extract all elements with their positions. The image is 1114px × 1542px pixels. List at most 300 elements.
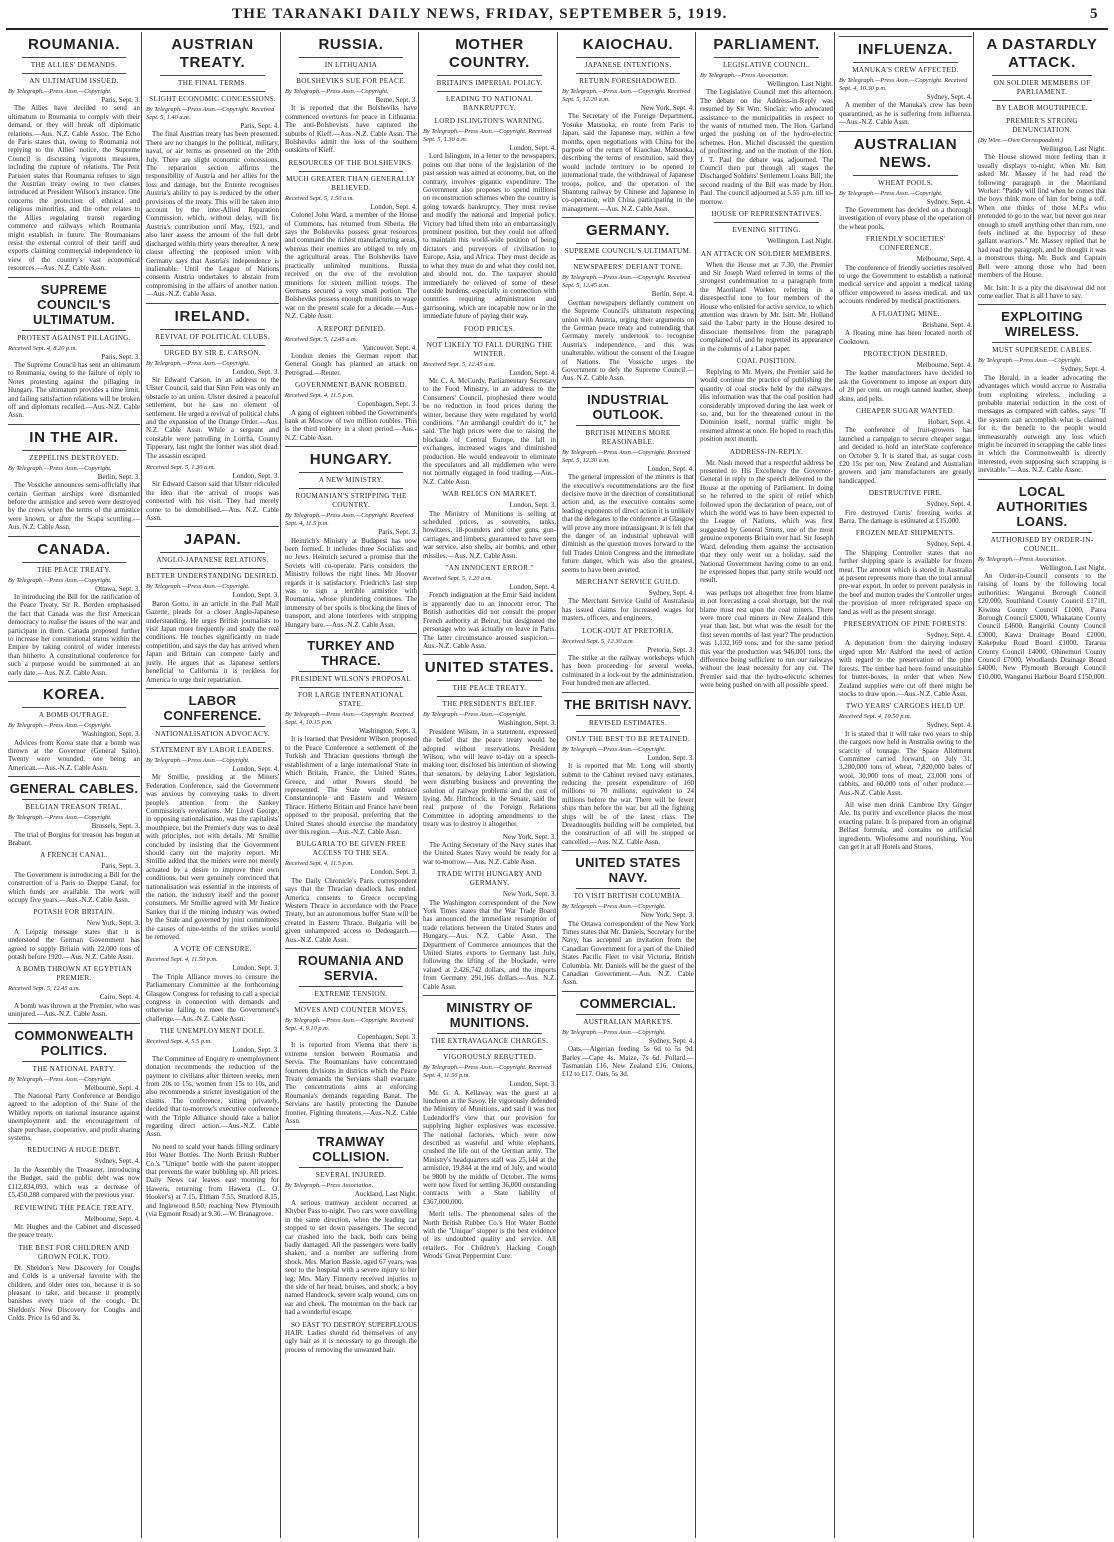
article-subheading: THE PEACE TREATY. (37, 565, 111, 574)
article-subheading: "AN INNOCENT ERROR." (445, 564, 534, 573)
article (146, 36, 279, 299)
article-body: A member of the Manuka's crew has been quarantined, as he is suffering from influenza.—Aus.-N.Z. Cable Assn. (839, 101, 972, 127)
article-subheading: JAPANESE INTENTIONS. (584, 61, 672, 69)
headline-rule (22, 1061, 126, 1062)
article-subheading: A FLOATING MINE. (871, 309, 940, 318)
article-byline: By Telegraph.—Press Assn.—Copyright. Received Sept. 4, 10.15 p.m. (285, 711, 414, 727)
article-separator-rule (839, 131, 972, 132)
article-dateline: Ottawa, Sept. 3. (95, 584, 140, 593)
article-dateline: Melbourne, Sept. 4. (84, 1083, 140, 1092)
article (285, 1129, 417, 1316)
column-rule (418, 32, 419, 1538)
article-byline: By Telegraph.—Press Assn.—Copyright. (8, 576, 112, 584)
article-headline: TRAMWAY COLLISION. (312, 1134, 390, 1165)
article-body: Replying to Mr. Myers, the Premier said he would continue the practice of publishing the quantity of coal stocks held by the railways. His information was that the coal position had considerably improved during the last week or so, and, but for the threatened cutout in the Dominion itself, normal traffic might be resumed almost at once. He hoped to reach this position next month. (700, 367, 833, 444)
article-subheading: RESOURCES OF THE BOLSHEVIKS. (288, 158, 414, 167)
article-headline: SUPREME COUNCIL'S ULTIMATUM. (33, 281, 115, 327)
headline-rule (576, 1014, 680, 1015)
article-separator-rule (562, 850, 694, 851)
article-headline: ROUMANIA. (27, 36, 121, 53)
article-subheading: AUTHORISED BY ORDER-IN-COUNCIL. (990, 535, 1094, 553)
column-7 (837, 32, 974, 1538)
article-body: Advices from Korea state that a bomb was thrown at the Governor (General Saito). Twenty were wounded, one being an American.—Aus.-N.Z. Cable Assn. (8, 738, 140, 772)
article (285, 159, 417, 321)
article-body: The Secretary of the Foreign Department, Yosuke Matsuoka, en route from Paris to Japan, said the Japanese may, within a few months, open negotiations with China for the purpose of the return of Kiaochau. Matsuoka, describing the terms of restitution, said they would include territory to be opened to international trade, the withdrawal of Japanese troops, police, and the operation of the Shantung railway by Chinese and Japanese in co-operation, with China participating in the management.—Aus. N.Z. Cable Assn. (562, 112, 694, 213)
subheading-rule (437, 337, 542, 338)
article-subheading: THE NATIONAL PARTY. (32, 1064, 116, 1073)
article (285, 633, 417, 836)
article-subheading: GOVERNMENT BANK ROBBED. (295, 381, 407, 390)
article-dateline: Wellington, Last Night. (1040, 563, 1106, 572)
article (978, 479, 1106, 682)
article-dateline: Berlin, Sept. 4. (651, 290, 694, 299)
article-subheading-secondary: STATEMENT BY LABOR LEADERS. (151, 745, 274, 754)
article-body: The Government has decided on a thorough investigation of every phase of the operation of the wheat pools. (839, 206, 972, 231)
article-body: It is reported that Mr. Long will shortly submit to the Cabinet revised navy estimates, reducing the present expenditure of 160 millions to 70 millions, equivalent to 24 millions before the war. There will be fewer ships than before the war, but all the fighting ships will be of the latest class. The Dreadnoughts building will be completed, but the construction of all will be stopped or cancelled.—Aus. N.Z. Cable Assn. (562, 762, 694, 846)
page-number: 5 (1090, 6, 1098, 22)
article-body: The Legislative Council met this afternoon. The debate on the Address-in-Reply was resumed by Sir Wm. Sinclair, who advocated assistance to the municipalities in respect to the wants of returned men. The Hon. Garland urged the pushing on of the hydro-electric schemes. Hon. Michel discussed the question of profiteering, and on the motion of the Hon. J. T. Paul the debate was adjourned. The Council then put through all stages the Discharged Soldiers' Settlement Loans Bill; the second reading of the Bill was made by Hon. Paul. The council adjourned at 5.55 p.m. till to-morrow. (700, 88, 833, 206)
article (423, 995, 556, 1206)
article-body: The leather manufacturers have decided to ask the Government to impose an export duty of 20 per cent. on rough tanned leather, sheep skins, and pelts. (839, 369, 972, 403)
subheading-rule (437, 91, 542, 92)
article (423, 325, 556, 487)
article (8, 851, 140, 904)
article-subheading-secondary: THE PRESIDENT'S BELIEF. (442, 700, 537, 709)
headline-rule (299, 1167, 403, 1168)
article-separator-rule (285, 1129, 417, 1130)
article-subheading: ANGLO-JAPANESE RELATIONS. (156, 556, 269, 565)
article-dateline: Washington, Sept. 3. (498, 719, 556, 728)
article-body: The Committee of Enquiry re unemployment donation recommends the reduction of the payment to civilians after thirteen weeks, men from 20s to 15s, women from 15s to 10s, and also recommends a stricter investigation of the claims. The conference, sitting privately, decided that to-morrow's executive conference with the Triple Alliance should take a ballot regarding direct action.—Aus.-N.Z. Cable Assn. (146, 1054, 279, 1139)
article-byline: Received Sept. 4, 11.5 p.m. (285, 392, 354, 400)
article-dateline: Sydney, Sept. 4. (926, 721, 972, 730)
article-byline: By Telegraph.—Press Assn.—Copyright. (8, 814, 112, 822)
article (839, 350, 972, 403)
article (146, 526, 279, 683)
article-dateline: New York, Sept. 3. (86, 919, 140, 928)
article-dateline: Wellington, Last Night. (767, 237, 833, 246)
article (700, 448, 833, 585)
article (285, 325, 417, 378)
article-subheading: REDUCING A HUGE DEBT. (27, 1146, 121, 1155)
article-byline: By Telegraph.—Press Assn.—Copyright. (285, 88, 389, 95)
column-3 (283, 32, 419, 1538)
subheading-rule (299, 488, 403, 489)
article-body: Mr. Isitt: It is a pity the disavowal did not come earlier. That is all I have to say. (978, 283, 1106, 300)
article-dateline: Paris, Sept. 3. (101, 352, 140, 361)
article-byline: By Telegraph.—Press Assn.—Copyright. Received Sept. 4, 9.10 p.m. (285, 1017, 414, 1032)
article-subheading: ON SOLDIER MEMBERS OF PARLIAMENT. (993, 79, 1091, 96)
article-body: President Wilson, in a statement, expressed the belief that the peace treaty would be adopted without reservations. President Wilson, who will leave to-day on a speech-making tour, disclosed his intention of showing that senators, by delaying Labor legislation, were disturbing business and preventing the solution of railway problems and the cost of living. Mr. Hitchcock, in the Senate, said the real purpose of the Foreign Relations Committee in adopting amendments to the treaty was to destroy it altogether. (423, 727, 556, 829)
article-body: The National Party Conference at Bendigo agreed to the adoption of the State of the Whitley reports on national insurance against unemployment and the encouragement of share purchase, cooperative, and profit sharing systems. (8, 1092, 140, 1143)
article-byline: By Telegraph.—Press Assn.—Copyright. (562, 745, 666, 753)
article (8, 424, 140, 532)
article-subheading: REVIVAL OF POLITICAL CLUBS. (155, 332, 270, 341)
article-body: The conference of friendly societies resolved to urge the Government to establish a national medical service and appoint a medical taxing officer empowered to assess medical, and tax accounts rendered by medical practitioners. (839, 263, 972, 306)
article-byline: By Telegraph.—Press Association. (700, 72, 789, 79)
article-byline: By Telegraph.—Press Assn.—Copyright. (8, 88, 112, 95)
article-byline: By Telegraph.—Press Assn.—Copyright. Received Sept. 5, 1.40 a.m. (146, 106, 275, 121)
article (8, 536, 140, 677)
article-dateline: Melbourne, Sept. 4. (916, 360, 972, 369)
masthead (0, 0, 1114, 28)
subheading-rule (160, 742, 265, 743)
article-byline: By Telegraph.—Press Assn.—Copyright. (423, 711, 527, 719)
article-byline: Received Sept. 5, 1.20 a.m. (423, 575, 493, 583)
article-body: It is learned that President Wilson proposed to the Peace Conference a settlement of the Turkish and Thracian questions through the establishment of a large international State in which Britain, France, the United States, Greece, and other Powers should be represented. The State would embrace Constantinople and Eastern and Western Thrace. Hitherto Britain and France have been opposed to the proposal, preferring that the United States should exercise the mandatory over this region.—Aus.-N.Z. Cable Assn. (285, 735, 417, 836)
article-byline: By Telegraph.—Press Assn.—Copyright. (8, 722, 112, 730)
subheading-rule (160, 91, 265, 92)
subheading-rule (576, 731, 680, 732)
article-body: A serious tramway accident occurred at Khyber Pass to-night. Two cars were travelling in the same direction, when the leading car stopped to set down passengers. The second car crashed into the back, both cars being badly damaged. All the passengers were badly shaken, and a number are suffering from shock. Mrs. Marion Bassie, aged 67 years, was sent to the hospital with a severe injury to her leg; Mrs. Mary Finnerty received injuries to the side of her head, bruises, and shock; a boy named Handcock, severe scalp wound, cuts on ear and cheek. The motorman on the back car had a wonderful escape. (285, 1198, 417, 1317)
article (839, 36, 972, 127)
subheading-rule (299, 73, 403, 74)
article-dateline: Wellington, Last Night. (767, 80, 833, 88)
article (839, 131, 972, 232)
article-separator-rule (562, 217, 694, 218)
article-byline: Received Sept. 5, 12.45 a.m. (8, 985, 81, 993)
article-subheading-secondary: MOVES AND COUNTER MOVES. (294, 1006, 408, 1014)
article-subheading: FOOD PRICES. (463, 324, 516, 333)
article-body: Colonel John Ward, a member of the House of Commons, has returned from Siberia. He says the Bolsheviks possess great resources and command the richest manufacturing areas, whereas their enemies are obliged to rely on the agricultural areas. The Bolsheviks have practically unlimited munitions. Russia received on the eve of the revolution munitions for sixteen million troops. The Germans secured a very small portion. The Bolsheviks possess enough munitions to wage war on the present scale for a decade.—Aus.-N.Z. Cable Assn. (285, 211, 417, 321)
article-separator-rule (8, 536, 140, 537)
article-separator-rule (285, 633, 417, 634)
article-byline: By Telegraph.—Press Assn.—Copyright. (839, 189, 943, 197)
article-subheading: TRADE WITH HUNGARY AND GERMANY. (436, 870, 543, 888)
article-subheading-secondary: NOT LIKELY TO FALL DURING THE WINTER. (426, 340, 553, 358)
headline-rule (22, 707, 126, 708)
article-subheading: WHEAT POOLS. (878, 178, 933, 187)
article-dateline: London, Sept. 4. (509, 583, 556, 592)
article-headline: MINISTRY OF MUNITIONS. (446, 1000, 533, 1031)
article (839, 310, 972, 346)
article-body: The Daily Chronicle's Paris correspondent says that the Thracian deadlock has ended. America consents to Greece occupying Western Thrace in accordance with the Peace Treaty, but an autonomous buffer State will be created in Eastern Thrace. Bulgaria will be given unhampered access to Dedeagatch.—Aus.-N.Z. Cable Assn. (285, 876, 417, 944)
article-dateline: Paris, Sept. 3. (101, 96, 140, 104)
article-body: London denies the German report that General Gough has planned an attack on Petrograd.—Reuter. (285, 351, 417, 377)
article-subheading: BRITAIN'S IMPERIAL POLICY. (436, 79, 543, 87)
article (8, 908, 140, 961)
article (8, 1146, 140, 1199)
article (562, 578, 694, 623)
article-body: When the House met at 7.30, the Premier and Sir Joseph Ward referred in terms of the strongest condemnation to a paragraph from the Maoriland Worker, referring in a disrespectful tone to four members of the House who enlisted for active service, to which attention was drawn by Mr. Isitt. Mr. Holland said the Labor party in the House desired to dissociate themselves from the paragraph complained of, and he regretted its appearance in the columns of a Labor paper. (700, 260, 833, 353)
article-byline: By Telegraph.—Press Assn.—Copyright. Received Sept. 5, 12.45 a.m. (562, 274, 691, 290)
article-body: Mr. Nash moved that a respectful address be presented to His Excellency the Governor-General in reply to the speech delivered to the House at the opening of Parliament. In doing so he referred to the spirit of relief which followed upon the declaration of peace, out of which the world was to have been expected to the League of Nations, which was first suggested by General Smuts, one of the most genuine exponents Britain ever had. Sir Joseph Ward, defending them against the accusation that they only went on a holiday, said the National Government having come to an end, he expressed hopes that party strife would not result. (700, 458, 833, 585)
article-separator-rule (562, 387, 694, 388)
article-byline: By Telegraph.—Press Assn.—Copyright. (8, 464, 112, 472)
article (146, 688, 279, 942)
masthead-rule (6, 28, 1108, 30)
article-subheading: TO VISIT BRITISH COLUMBIA. (573, 892, 683, 901)
subheading-rule (160, 345, 265, 346)
article-dateline: Cairo, Sept. 4. (99, 993, 140, 1002)
article-dateline: London, Sept. 4. (647, 464, 694, 473)
article-subheading: SUPREME COUNCIL'S ULTIMATUM. (564, 247, 692, 256)
subheading-rule (437, 1049, 542, 1050)
article-subheading: WAR RELICS ON MARKET. (442, 490, 537, 499)
column-rule (557, 32, 558, 1538)
article-separator-rule (8, 681, 140, 682)
article-byline: By Telegraph.—Press Assn.—Copyright. Received Sept. 5, 12.30 a.m. (562, 448, 691, 464)
article (978, 117, 1106, 280)
article-dateline: Copenhagen, Sept. 3. (357, 1033, 417, 1041)
article-subheading: AUSTRALIAN MARKETS. (583, 1017, 673, 1026)
article-subheading: PROTECTION DESIRED. (863, 349, 948, 358)
article-headline: ROUMANIA AND SERVIA. (298, 953, 404, 983)
article-subheading: HOUSE OF REPRESENTATIVES. (711, 210, 822, 219)
article-byline: Received Sept. 4, 5.5 p.m. (146, 1038, 212, 1046)
article-body: The Washington correspondent of the New York Times states that the War Trade Board has announced the immediate resumption of trade relations between the United States and Hungary.—Aus. N.Z. Cable Assn. The Department of Commerce announces that the United States exports to Germany last July, following the lifting of the blockade, were valued at 2,426,742 dollars, and the imports from Germany 291,166 dollars.—Aus. N.Z. Cable Assn. (423, 898, 556, 991)
article-headline: EXPLOITING WIRELESS. (1001, 309, 1083, 340)
article-body: Heinrich's Ministry at Budapest has now been formed. It includes three Socialists and no Jews. Heinrich secured a promise that the Soviets will co-operate. Paris considers the Ministry follows the right lines. Mr Hoover regards it is satisfactory. Friedrich's last step was to sign a terrible armistice with Roumania, whose plundering continues. The immensity of her spoils is blocking the lines of transport, and alone interferes with stripping Hungary bare.—Aus.-N.Z. Cable Assn. (285, 536, 417, 629)
article-subheading: PREMIER'S STRONG DENUNCIATION. (1006, 117, 1078, 134)
article-dateline: Paris, Sept. 4. (240, 122, 279, 130)
article-headline: UNITED STATES. (424, 659, 555, 677)
subheading-rule (299, 687, 403, 688)
article-dateline: Paris, Sept. 3. (378, 528, 417, 537)
article-body: A Leipzig message states that it is understood the German Government has agreed to supply Britain with 22,000 tons of potash before 1920.—Aus. N.Z. Cable Assn. (8, 927, 140, 961)
headline-rule (576, 425, 680, 426)
article-headline: AUSTRIAN TREATY. (171, 36, 254, 71)
article-separator-rule (423, 654, 556, 655)
article-dateline: Wellington, Last Night. (1040, 145, 1106, 153)
article-separator-rule (146, 688, 279, 689)
article-subheading: A FRENCH CANAL. (40, 851, 108, 860)
article (562, 627, 694, 688)
article-dateline: Sydney, Sept. 4. (1060, 365, 1106, 374)
headline-rule (992, 532, 1092, 533)
headline-rule (160, 329, 265, 330)
article-dateline: London, Sept. 3. (370, 868, 417, 877)
article (839, 702, 972, 797)
article-headline: LABOR CONFERENCE. (163, 692, 262, 723)
article-body: No need to scald your hands filling ordinary Hot Water Bottles. The North British Rubber Co.'s "Unique" bottle with the patent stopper that prevents the water bubbling up. All prices. Daily News car leaves east morning for Hawera, returning from Hawera (L. O. Hooker's) at 7.15, Eltham 7.55, Stratford 8.15, and Inglewood 8.50, reaching New Plymouth (via Egmont Road) at 9.30.—W. Branagrove. (146, 1142, 279, 1218)
article-subheading-secondary: LEADING TO NATIONAL BANKRUPTCY. (446, 95, 533, 112)
article-subheading: THE ALLIES' DEMANDS. (30, 61, 118, 69)
column-4 (421, 32, 558, 1538)
article-body: Sir Edward Carson, in an address to the Ulster Council, said that Sinn Fein was only an obstacle to an union. Ulster desired a peaceful settlement, but he saw no element of settlement. He urged a revival of political clubs and the expansion of the Orange Order.—Aus. N.Z. Cable Assn. While a sergeant and constable were patrolling in Lorrha, County Tipperary, last night the former was shot dead. The assassin escaped. (146, 375, 279, 460)
headline-rule (576, 715, 680, 716)
article (285, 36, 417, 155)
article-body: Lord Islington, in a letter to the newspapers, points out that none of the legislation of the past session was aimed at economy, but, on the contrary, involves gigantic expenditure. The Government also proposes to spend millions on reconstruction schemes when the country is going towards bankruptcy. They must revise and modify the national and Imperial policy. Victory had lifted them into an embarrassingly prominent position, but they could not afford to maintain this world-wide position of being dictators and purveyors of civilisation to Europe, Asia, and Africa. They must decide as to what they must do and what they could not, and should not, do. The taxpayer should immediately be relieved of some of these outside burdens, especially in connection with countries requiring administration and garrisoning, which are incapable now or in the immediate future of paying their way. (423, 152, 556, 321)
article-dateline: Washington, Sept. 3. (359, 727, 417, 736)
article (562, 692, 694, 846)
newspaper-masthead-title: THE TARANAKI DAILY NEWS, FRIDAY, SEPTEMBER 5, 1919. (232, 6, 728, 22)
article (8, 1023, 140, 1143)
article (423, 117, 556, 321)
article-dateline: London, Sept. 3. (232, 367, 279, 376)
headline-rule (576, 243, 680, 244)
article-subheading: AN ATTACK ON SOLDIER MEMBERS. (700, 249, 833, 258)
column-8 (976, 32, 1108, 1538)
article-subheading: MERCHANT SERVICE GUILD. (575, 578, 681, 587)
article-body: The Triple Alliance moves to censure the Parliamentary Committee at the forthcoming Glasgow Congress for refusing to call a special congress in connection with demands and otherwise failing to meet the Government's challenge.—Aus.-N.Z. Cable Assn. (146, 972, 279, 1023)
headline-rule (437, 75, 542, 76)
article-dateline: Auckland, Last Night. (354, 1190, 417, 1199)
article (285, 948, 417, 1125)
article-subheading-secondary: SLIGHT ECONOMIC CONCESSIONS. (149, 95, 276, 103)
article-byline: Received Sept. 5, 1.30 a.m. (146, 464, 216, 471)
article-body: The conference of fruit-growers has launched a campaign to secure cheaper sugar, and decided to hold an interState conference on October 9. It is stated that, as sugar costs £20 15s per ton, New Zealand and Australian growers and jam manufacturers are greatly handicapped. (839, 426, 972, 485)
article-dateline: London, Sept. 3. (232, 964, 279, 973)
article-body: Mr Smillie, presiding at the Miners' Federation Conference, said the Government was anxious by conveying tasks to divert people's attention from the Sankey Commission's revelations. Mr Lloyd George, in opposing nationalisation, was the capitalists' mouthpiece, but the Premier's duty was to deal with principles, not with details. Mr Smillie concluded by insisting that the Government should carry out the majority report. Mr Smillie added that the miners were not merely actuated by a desire to improve their own conditions, but were genuinely convinced that nationalisation was essential in the interests of the nation, the industry itself and the poorer consumers. Mr Smillie agreed with Mr Justice Sankey that if the mining industry was owned by the State and governed by joint committees the causes of nine-tenths of the strikes would be removed. (146, 773, 279, 942)
article-byline: Received Sept. 5, 1.50 a.m. (285, 194, 355, 202)
article (8, 965, 140, 1018)
article-dateline: Brussels, Sept. 3. (91, 822, 140, 831)
article (562, 387, 694, 574)
article-byline: By Telegraph.—Press Assn.—Copyright. (146, 359, 250, 367)
article-body: The Supreme Council has sent an ultimatum to Roumania, owing to the failure of reply to Notes protesting against the pillaging in Hungary. The ultimatum provides a time limit, and failing satisfaction relations will be broken off and diplomats recalled.—Aus.-N.Z. Cable Assn. (8, 360, 140, 420)
subheading-rule (299, 171, 403, 172)
article (839, 235, 972, 305)
article-dateline: New York, Sept. 3. (640, 911, 694, 920)
headline-rule (299, 986, 403, 987)
article-body: A gang of eighteen robbed the Government's bank at Moscow of two million roubles. This is the third robbery in a short period.—Aus.-N.Z. Cable Assn. (285, 408, 417, 442)
article-byline: By Telegraph.—Press Association. (285, 1182, 374, 1190)
column-rule (280, 32, 281, 1538)
article-subheading: ZEPPELINS DESTROYED. (29, 453, 119, 462)
article-subheading-secondary: ONLY THE BEST TO BE RETAINED. (566, 734, 690, 743)
article-dateline: London, Sept. 3. (509, 501, 556, 510)
article-byline: Received Sept. 5, 12.45 a.m. (285, 335, 358, 343)
article-body: The Ottawa correspondent of the New York Times states that Mr. Daniels, Secretary for the Navy, has accepted an invitation from the Canadian Government for a part of the United States Pacific Fleet to visit Victoria, British Columbia. Mr. Daniels will be the guest of the Canadian Government.—Aus. N.Z. Cable Assn. (562, 919, 694, 987)
article-dateline: London, Sept. 3. (647, 753, 694, 762)
article-headline: PARLIAMENT. (713, 36, 820, 53)
article-body: French indignation at the Emir Said incident is apparently due to an innocent error. The British authorities did not consult the proper French authority at Beirut, but designated the personage who was actually on leave in Paris. The latter circumstance aroused suspicion.—Aus.-N.Z. Cable Assn. (423, 591, 556, 650)
article (700, 357, 833, 444)
article (423, 1210, 556, 1260)
article-subheading: IN LITHUANIA (324, 61, 378, 69)
article-subheading: FROZEN MEAT SHIPMENTS. (855, 529, 956, 538)
headline-rule (299, 671, 403, 672)
article-body: It is reported that the Bolsheviks have commenced overtures for peace in Lithuania. The anti-Bolshevists have captured the suburbs of Kieff.—Aus.-N.Z. Cable Assn. The Bolsheviks admit the loss of the southern outskirts of Kieff. (285, 104, 417, 155)
article (146, 1027, 279, 1138)
article-subheading: A BOMB THROWN AT EGYPTIAN PREMIER. (15, 965, 133, 983)
article-headline: HUNGARY. (309, 451, 393, 469)
article-dateline: London, Sept. 4. (370, 202, 417, 211)
article-headline: INFLUENZA. (857, 41, 954, 58)
article-subheading: LORD ISLINGTON'S WARNING. (434, 117, 545, 125)
article-body: Fire destroyed Curtis' freezing works at Barra. The damage is estimated at £15,000. (839, 508, 972, 525)
article (285, 381, 417, 442)
article-subheading-secondary: BY LABOR MOUTHPIECE. (996, 104, 1088, 112)
article (700, 250, 833, 353)
headline-rule (22, 330, 126, 331)
subheading-rule (160, 568, 265, 569)
article-headline: GERMANY. (586, 222, 670, 240)
article-subheading: PRESERVATION OF PINE FORESTS. (843, 620, 968, 629)
headline-rule (299, 57, 403, 58)
article-subheading: NATIONALISATION ADVOCACY. (155, 729, 270, 738)
article-dateline: Sydney, Sept. 4. (926, 631, 972, 640)
article-subheading: MANUKA'S CREW AFFECTED. (852, 66, 959, 74)
column-rule (141, 32, 142, 1538)
article (8, 36, 140, 273)
article-byline: By Telegraph.—Press Assn.—Copyright. Received Sept. 4, 11.5 p.m. (285, 512, 414, 528)
article (423, 490, 556, 560)
article-body: The trial of Borgius for treason has begun at Brabant. (8, 830, 140, 847)
article-body: All wise men drink Cambroe Dry Ginger Ale. Its purity and excellence places the most exacting palate. It is prepared from an original Belfast formula, and contains no artificial ingredients. Wholesome and nourishing. You can get it at all Hotels and Stores. (839, 800, 972, 851)
article-headline: KAIOCHAU. (582, 36, 674, 53)
article (423, 564, 556, 650)
article (8, 277, 140, 420)
article-byline: By Telegraph.—Press Assn.—Copyright. (978, 357, 1082, 365)
column-rule (834, 32, 835, 1538)
article-dateline: Pretoria, Sept. 3. (647, 645, 694, 654)
article-headline: COMMERCIAL. (579, 995, 677, 1011)
article-subheading: PROTEST AGAINST PILLAGING. (17, 333, 131, 342)
headline-rule (22, 562, 126, 563)
article (285, 1321, 417, 1355)
article-dateline: Paris, Sept. 3. (101, 862, 140, 871)
article-body: The Ministry of Munitions is selling at scheduled prices, as souvenirs, tanks, howitzers, 18-pounders and other guns, gun-carriages, and limbers, guaranteed to have seen war service, also shells, air bombs, and other missiles.—Aus. N.Z. Cable Assn. (423, 509, 556, 560)
article-dateline: London, Sept. 4. (509, 368, 556, 377)
article-dateline: Sydney, Sept. 4. (648, 1036, 694, 1045)
article-body: Merit tells. The phenomenal sales of the North British Rubber Co.'s Hot Water Bottle with the "Unique" stopper is the best evidence of its undoubted quality and service. All retailers. For Children's Hacking Cough Woods' Great Peppermint Cure. (423, 1210, 556, 1261)
article (423, 36, 556, 113)
article-subheading: CHEAPER SUGAR WANTED. (855, 406, 955, 415)
article-subheading: THE UNEMPLOYMENT DOLE. (159, 1027, 266, 1036)
headline-rule (160, 552, 265, 553)
article (978, 304, 1106, 474)
article-headline: KOREA. (43, 686, 105, 704)
article-subheading: THE PEACE TREATY. (452, 684, 527, 693)
headline-rule (160, 726, 265, 727)
article-body: An Order-in-Council consents to the raising of loans by the following local authorities: Wanganui Borough Council £20,000, Southland County Council £1710, Kiwitea County Council £1000, Patea Borough Council £3000, Whakatane County Council £4600, Rangiriki County Council £3000, Kawa Drainage Board £2000, Kakepuku Road Board £1000, Tararua County Council £4000, Ohinemuri County Council £7000, Woodlands Drainage Board £4000, New Plymouth Borough Council £10,000, Wanganui Harbour Board £150,000. (978, 572, 1107, 681)
article-dateline: Berlin, Sept. 3. (97, 472, 140, 481)
article-separator-rule (285, 446, 417, 447)
article-subheading-secondary: BOLSHEVIKS SUE FOR PEACE. (296, 77, 406, 85)
article-body: The Government is introducing a Bill for the construction of a Paris to Dieppe Canal, for which funds are available. The work will occupy five years.—Aus.-N.Z. Cable Assn. (8, 870, 140, 904)
column-2 (144, 32, 281, 1538)
article-subheading: TWO YEARS' CARGOES HELD UP. (845, 702, 966, 711)
article (700, 589, 833, 690)
headline-rule (22, 57, 126, 58)
article-dateline: Berne, Sept. 3. (375, 96, 417, 104)
article-body: Mr. Hughes and the Cabinet and discussed the peace treaty. (8, 1222, 140, 1240)
article-subheading-secondary: URGED BY SIR E. CARSON. (164, 348, 261, 357)
article-headline: COMMONWEALTH POLITICS. (14, 1027, 134, 1058)
headline-rule (853, 62, 958, 63)
article-separator-rule (146, 303, 279, 304)
article-dateline: Sydney, Sept. 4. (648, 589, 694, 598)
article-body: In introducing the Bill for the ratification of the Peace Treaty, Sir R. Borden emphasised the fact that Canada was the first American democracy to realise the issues of the war and participate in them. Canada proposed further to increase her constitutional status within the Empire by taking control of wider interests than hitherto. A constitutional conference for such a purpose would be summoned at an early date.—Aus. N.Z. Cable Assn. (8, 593, 140, 677)
article-headline: IRELAND. (174, 307, 251, 325)
article-subheading: A REPORT DENIED. (316, 324, 386, 333)
article-body: The Vossiche announces semi-officially that certain German airships were dismantled before the armistice and seven were destroyed by the crews when the terms of the armistice were known, or after the Scapa scuttling.—Aus. N.Z. Cable Assn. (8, 481, 140, 532)
article-separator-rule (839, 36, 972, 37)
article-subheading-secondary: AN ULTIMATUM ISSUED. (29, 77, 119, 85)
article (423, 833, 556, 867)
article-subheading: FRIENDLY SOCIETIES' CONFERENCE. (865, 235, 946, 253)
article-dateline: Sydney, Sept. 4. (926, 197, 972, 206)
article-separator-rule (423, 995, 556, 996)
article-body: The Merchant Service Guild of Australasia has issued claims for increased wages for masters, officers, and engineers. (562, 597, 694, 623)
article-separator-rule (8, 776, 140, 777)
article-dateline: Sydney, Sept. 4. (926, 500, 972, 509)
article (978, 284, 1106, 301)
article-byline: By Telegraph.—Press Assn.—Copyright. Received Sept. 5, 12.20 a.m. (562, 88, 691, 103)
article-body: A bomb was thrown at the Premier, who was uninjured.—Aus.-N.Z. Cable Assn. (8, 1001, 140, 1019)
article-subheading: THE BEST FOR CHILDREN AND GROWN FOLK, TOO. (18, 1243, 130, 1261)
column-rule (695, 32, 696, 1538)
article-dateline: London, Sept. 3. (232, 591, 279, 600)
article-byline: By Telegraph.—Press Assn.—Copyright. Received Sept. 4, 11.50 p.m. (423, 1064, 552, 1080)
article-subheading: EXTREME TENSION. (314, 990, 388, 998)
headline-rule (160, 75, 265, 76)
article-dateline: London, Sept. 3. (232, 1046, 279, 1055)
headline-rule (437, 1033, 542, 1034)
headline-rule (437, 680, 542, 681)
